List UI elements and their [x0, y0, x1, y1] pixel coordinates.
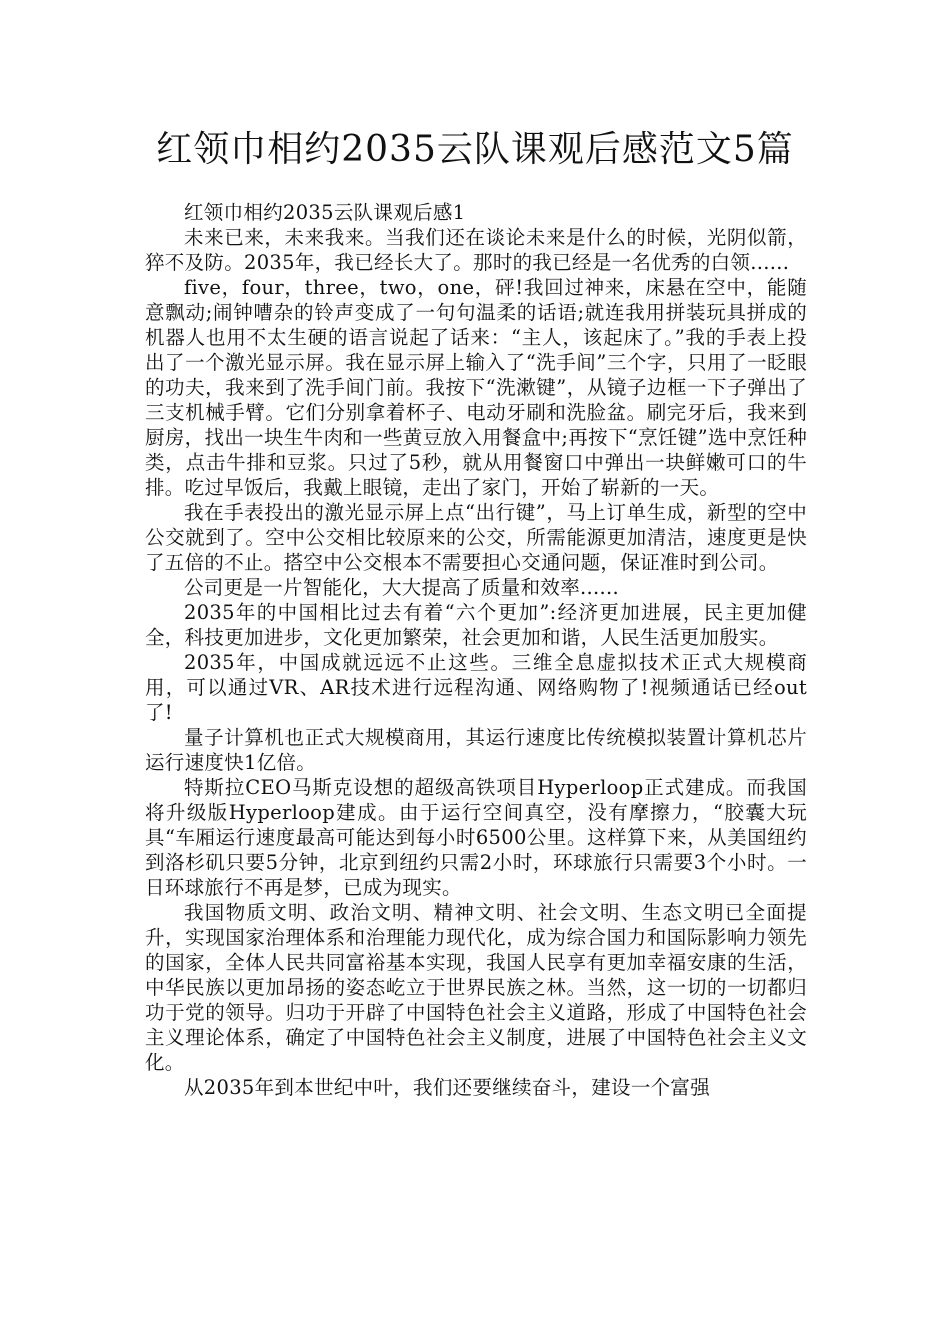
document-title: 红领巾相约2035云队课观后感范文5篇: [156, 129, 794, 170]
section-subtitle: 红领巾相约2035云队课观后感1: [184, 201, 466, 224]
paragraph: 公司更是一片智能化，大大提高了质量和效率......: [184, 576, 619, 599]
paragraph: five，four，three，two，one，砰!我回过神来，床悬在空中，能随意飘动;闹钟嘈杂的铃声变成了一句句温柔的话语;就连我用拼装玩具拼成的机器人也用不太生硬的语言说起了话来：“主人，该起床了。”我的手表上投出了一个激光显示屏。我在显示屏上输入了“洗手间”三个字，只用了一眨眼的功夫，我来到了洗手间门前。我按下“洗漱键”，从镜子边框一下子弹出了三支机械手臂。它们分别拿着杯子、电动牙刷和洗脸盆。刷完牙后，我来到厨房，找出一块生牛肉和一些黄豆放入用餐盒中;再按下“烹饪键”选中烹饪种类，点击牛排和豆浆。只过了5秒，就从用餐窗口中弹出一块鲜嫩可口的牛排。吃过早饭后，我戴上眼镜，走出了家门，开始了崭新的一天。: [145, 276, 807, 499]
paragraph: 特斯拉CEO马斯克设想的超级高铁项目Hyperloop正式建成。而我国将升级版Hyperloop建成。由于运行空间真空，没有摩擦力，“胶囊大玩具“车厢运行速度最高可能达到每小时6500公里。这样算下来，从美国纽约到洛杉矶只要5分钟，北京到纽约只需2小时，环球旅行只需要3个小时。一日环球旅行不再是梦，已成为现实。: [145, 776, 807, 899]
paragraph: 量子计算机也正式大规模商用，其运行速度比传统模拟装置计算机芯片运行速度快1亿倍。: [145, 726, 807, 774]
paragraph: 我在手表投出的激光显示屏上点“出行键”，马上订单生成，新型的空中公交就到了。空中公交相比较原来的公交，所需能源更加清洁，速度更是快了五倍的不止。搭空中公交根本不需要担心交通问题，保证准时到公司。: [145, 501, 807, 574]
paragraph: 2035年的中国相比过去有着“六个更加”:经济更加进展，民主更加健全，科技更加进步，文化更加繁荣，社会更加和谐，人民生活更加殷实。: [145, 601, 807, 649]
paragraph: 未来已来，未来我来。当我们还在谈论未来是什么的时候，光阴似箭，猝不及防。2035年，我已经长大了。那时的我已经是一名优秀的白领......: [145, 226, 807, 274]
paragraph: 2035年，中国成就远远不止这些。三维全息虚拟技术正式大规模商用，可以通过VR、AR技术进行远程沟通、网络购物了!视频通话已经out了!: [145, 651, 807, 724]
document-body: [145, 200, 807, 1100]
paragraph: 我国物质文明、政治文明、精神文明、社会文明、生态文明已全面提升，实现国家治理体系和治理能力现代化，成为综合国力和国际影响力领先的国家，全体人民共同富裕基本实现，我国人民享有更加幸福安康的生活，中华民族以更加昂扬的姿态屹立于世界民族之林。当然，这一切的一切都归功于党的领导。归功于开辟了中国特色社会主义道路，形成了中国特色社会主义理论体系，确定了中国特色社会主义制度，进展了中国特色社会主义文化。: [145, 901, 807, 1074]
paragraph: 从2035年到本世纪中叶，我们还要继续奋斗，建设一个富强: [184, 1076, 711, 1099]
